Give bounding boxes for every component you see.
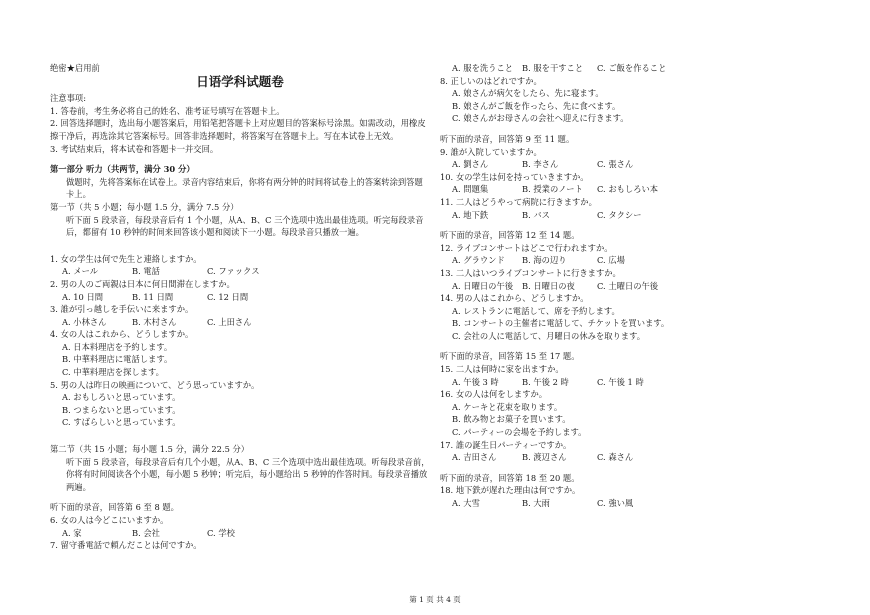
question-stem: 12. ライブコンサートはどこで行われますか。 [440,242,613,253]
option-a: A. 問題集 [452,184,489,195]
confidential-mark: 绝密★启用前 [50,63,100,73]
notes-heading: 注意事项: [50,93,86,104]
option-c: C. 張さん [597,159,634,170]
option-a: A. 地下鉄 [452,209,489,220]
question-options [440,451,830,464]
option-c: C. 強い風 [597,498,634,508]
part1-heading: 第一部分 听力（共两节，满分 30 分） [50,164,195,175]
option-c: C. すばらしいと思っています。 [62,417,181,428]
option-c: C. 上田さん [207,316,252,327]
option-b: B. つまらないと思っています。 [62,404,181,415]
option-b: B. バス [522,209,550,220]
option-c: C. 森さん [597,452,634,463]
question-options [440,280,830,293]
option-c: C. 12 日間 [207,291,249,302]
section2-intro: 听下面 5 段录音，每段录音后有几个小题，从A、B、C 三个选项中选出最佳选项。听每段录音前，你将有时间阅读各个小题，每小题 5 秒钟；听完后，每小题给出 5 秒钟的作答时间。每段录音播放两遍。 [66,456,430,492]
section1-intro: 听下面 5 段录音，每段录音后有 1 个小题，从A、B、C 三个选项中选出最佳选项。听完每段录音后，都留有 10 秒钟的时间来回答该小题和阅读下一小题。每段录音只播放一遍。 [66,214,424,238]
option-b: B. 大雨 [522,498,550,508]
option-a: A. 家 [62,527,82,538]
option-b: B. 電話 [132,266,160,277]
option-a: A. 小林さん [62,316,107,327]
note-item: 3. 考试结束后，将本试卷和答题卡一并交回。 [50,143,219,154]
option-b: B. 11 日間 [132,291,174,302]
question-options [440,183,830,196]
option-a: A. レストランに電話して、席を予約します。 [452,305,620,316]
option-b: B. コンサートの主催者に電話して、チケットを買います。 [452,318,670,329]
question-stem: 9. 誰が入院していますか。 [440,146,542,157]
question-options [440,497,830,510]
option-c: C. 土曜日の午後 [597,280,659,291]
part1-intro: 做题时，先将答案标在试卷上。录音内容结束后，你将有两分钟的时间将试卷上的答案转涂到答题卡上。 [66,176,423,200]
option-b: B. 娘さんがご飯を作ったら、先に食べます。 [452,100,621,111]
option-b: B. 日曜日の夜 [522,280,575,291]
group-instruction: 听下面的录音，回答第 15 至 17 题。 [440,351,580,362]
option-c: C. 会社の人に電話して、月曜日の休みを取ります。 [452,330,646,341]
question-stem: 17. 誰の誕生日パーティーですか。 [440,439,572,450]
option-b: B. 中華料理店に電話します。 [62,354,173,365]
question-stem: 16. 女の人は何をしますか。 [440,389,548,400]
question-stem: 7. 留守番電話で頼んだことは何ですか。 [50,540,202,551]
option-a: A. 劉さん [452,159,489,170]
left-column [50,62,430,552]
option-b: B. 海の辺り [522,255,567,266]
note-item: 2. 回答选择题时，选出每小题答案后，用铅笔把答题卡上对应题目的答案标号涂黑。如需改动，用橡皮擦干净后，再选涂其它答案标号。回答非选择题时，将答案写在答题卡上。写在本试卷上无效。 [50,118,426,141]
question-stem: 13. 二人はいつライブコンサートに行きますか。 [440,267,621,278]
question-stem: 14. 男の人はこれから、どうしますか。 [440,293,589,304]
question-stem: 1. 女の学生は何で先生と連絡しますか。 [50,253,202,264]
question-options [50,316,430,329]
question-stem: 10. 女の学生は何を持っていきますか。 [440,171,589,182]
question-stem: 5. 男の人は昨日の映画について、どう思っていますか。 [50,379,260,390]
option-a: A. メール [62,266,98,277]
question-options [440,376,830,389]
option-c: C. 娘さんがお母さんの会社へ迎えに行きます。 [452,113,629,124]
option-c: C. ご飯を作ること [597,63,667,73]
option-a: A. ケーキと花束を取ります。 [452,401,563,412]
option-b: B. 会社 [132,527,160,538]
section2-heading: 第二节（共 15 小题；每小题 1.5 分，满分 22.5 分） [50,444,250,455]
option-b: B. 木村さん [132,316,177,327]
option-a: A. 服を洗うこと [452,63,514,73]
option-a: A. おもしろいと思っています。 [62,392,181,403]
option-a: A. 午後 3 時 [452,376,499,387]
option-c: C. タクシー [597,209,642,220]
group-instruction: 听下面的录音，回答第 12 至 14 题。 [440,230,580,241]
option-c: C. 学校 [207,527,235,538]
question-options [440,254,830,267]
option-a: A. 娘さんが病欠をしたら、先に寝ます。 [452,88,604,99]
question-options [440,209,830,222]
option-b: B. 午後 2 時 [522,376,569,387]
exam-title: 日语学科试题卷 [196,73,284,89]
option-a: A. 10 日間 [62,291,104,302]
question-stem: 11. 二人はどうやって病院に行きますか。 [440,196,597,207]
question-stem: 18. 地下鉄が遅れた理由は何ですか。 [440,485,581,496]
option-c: C. 中華料理店を探します。 [62,367,164,378]
option-a: A. 大雪 [452,498,480,508]
page-number: 第 1 页 共 4 页 [409,595,461,604]
option-a: A. グラウンド [452,255,505,266]
group-instruction: 听下面的录音，回答第 18 至 20 题。 [440,472,580,483]
right-column [440,62,830,510]
option-b: B. 服を干すこと [522,63,584,73]
option-b: B. 渡辺さん [522,452,567,463]
question-stem: 15. 二人は何時に家を出ますか。 [440,364,564,375]
question-stem: 8. 正しいのはどれですか。 [440,75,542,86]
option-c: C. ファックス [207,266,260,277]
question-options [440,158,830,171]
question-options [50,527,430,540]
question-options [440,62,830,75]
question-stem: 6. 女の人は今どこにいますか。 [50,515,169,525]
group-instruction: 听下面的录音，回答第 9 至 11 题。 [440,133,575,144]
note-item: 1. 答卷前，考生务必将自己的姓名、准考证号填写在答题卡上。 [50,105,285,116]
option-c: C. 広場 [597,255,625,266]
question-stem: 4. 女の人はこれから、どうしますか。 [50,329,194,340]
question-stem: 3. 誰が引っ越しを手伝いに来ますか。 [50,304,194,315]
section1-heading: 第一节（共 5 小题；每小题 1.5 分，满分 7.5 分） [50,201,239,212]
option-c: C. 午後 1 時 [597,376,644,387]
option-b: B. 授業のノート [522,184,583,195]
group-instruction: 听下面的录音，回答第 6 至 8 题。 [50,502,179,513]
option-a: A. 吉田さん [452,452,497,463]
question-options [50,265,430,278]
option-a: A. 日曜日の午後 [452,280,514,291]
option-a: A. 日本料理店を予約します。 [62,341,173,352]
option-b: B. 飲み物とお菓子を買います。 [452,414,571,425]
question-stem: 2. 男の人のご両親は日本に何日間滞在しますか。 [50,278,235,289]
question-options [50,291,430,304]
option-c: C. パーティーの会場を予約します。 [452,427,587,438]
option-c: C. おもしろい本 [597,184,659,195]
option-b: B. 李さん [522,159,559,170]
